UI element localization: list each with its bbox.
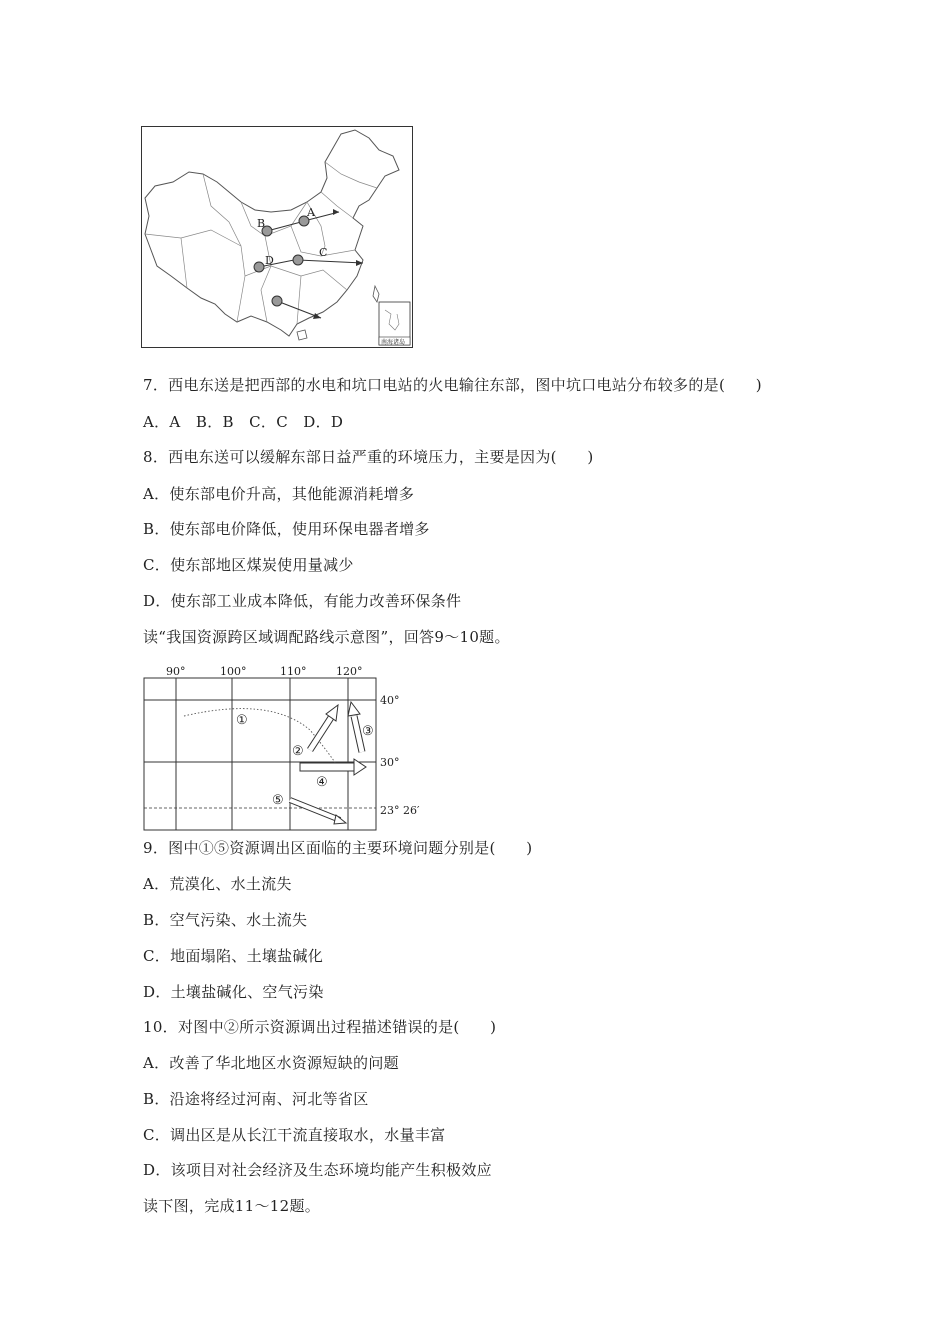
lon-label-120: 120°: [336, 665, 363, 678]
label-d: D: [265, 254, 274, 267]
route-label-4: ④: [316, 775, 328, 790]
q9-stem: 9．图中①⑤资源调出区面临的主要环境问题分别是( ): [143, 839, 533, 857]
intro-11-12: 读下图，完成11～12题。: [143, 1197, 321, 1215]
q8-stem: 8．西电东送可以缓解东部日益严重的环境压力，主要是因为( ): [143, 448, 594, 466]
lon-label-100: 100°: [220, 665, 247, 678]
label-b: B: [257, 217, 266, 230]
lon-label-110: 110°: [280, 665, 307, 678]
station-south-dot: [272, 296, 282, 306]
route-label-3: ③: [362, 724, 374, 739]
q10-option-c: C．调出区是从长江干流直接取水，水量丰富: [143, 1126, 446, 1144]
station-d-dot: [254, 262, 264, 272]
route-label-5: ⑤: [272, 793, 284, 808]
q10-stem: 10．对图中②所示资源调出过程描述错误的是( ): [143, 1018, 497, 1036]
q10-option-a: A．改善了华北地区水资源短缺的问题: [143, 1054, 399, 1072]
station-c-dot: [293, 255, 303, 265]
q10-option-d: D．该项目对社会经济及生态环境均能产生积极效应: [143, 1161, 492, 1179]
label-c: C: [319, 246, 328, 259]
lat-label-40: 40°: [380, 694, 400, 707]
power-transmission-map: [141, 126, 413, 348]
q9-option-a: A．荒漠化、水土流失: [143, 875, 292, 893]
q9-option-c: C．地面塌陷、土壤盐碱化: [143, 947, 324, 965]
resource-routes-diagram: [140, 660, 420, 832]
q8-option-d: D．使东部工业成本降低，有能力改善环保条件: [143, 592, 462, 610]
q9-option-b: B．空气污染、水土流失: [143, 911, 308, 929]
q7-stem: 7．西电东送是把西部的水电和坑口电站的火电输往东部，图中坑口电站分布较多的是( ): [143, 376, 762, 394]
lat-label-tropic: 23° 26′: [380, 804, 420, 817]
q7-options: A．A B．B C．C D．D: [143, 413, 344, 431]
lat-label-30: 30°: [380, 756, 400, 769]
q8-option-a: A．使东部电价升高，其他能源消耗增多: [143, 485, 415, 503]
label-a: A: [307, 206, 315, 219]
q9-option-d: D．土壤盐碱化、空气污染: [143, 983, 324, 1001]
route-label-1: ①: [236, 713, 248, 728]
route-label-2: ②: [292, 744, 304, 759]
lon-label-90: 90°: [166, 665, 186, 678]
inset-label: 南海诸岛: [381, 339, 406, 346]
south-china-sea-inset: [379, 302, 410, 346]
intro-9-10: 读“我国资源跨区域调配路线示意图”，回答9～10题。: [143, 628, 510, 646]
q8-option-c: C．使东部地区煤炭使用量减少: [143, 556, 354, 574]
q8-option-b: B．使东部电价降低，使用环保电器者增多: [143, 520, 430, 538]
q10-option-b: B．沿途将经过河南、河北等省区: [143, 1090, 369, 1108]
